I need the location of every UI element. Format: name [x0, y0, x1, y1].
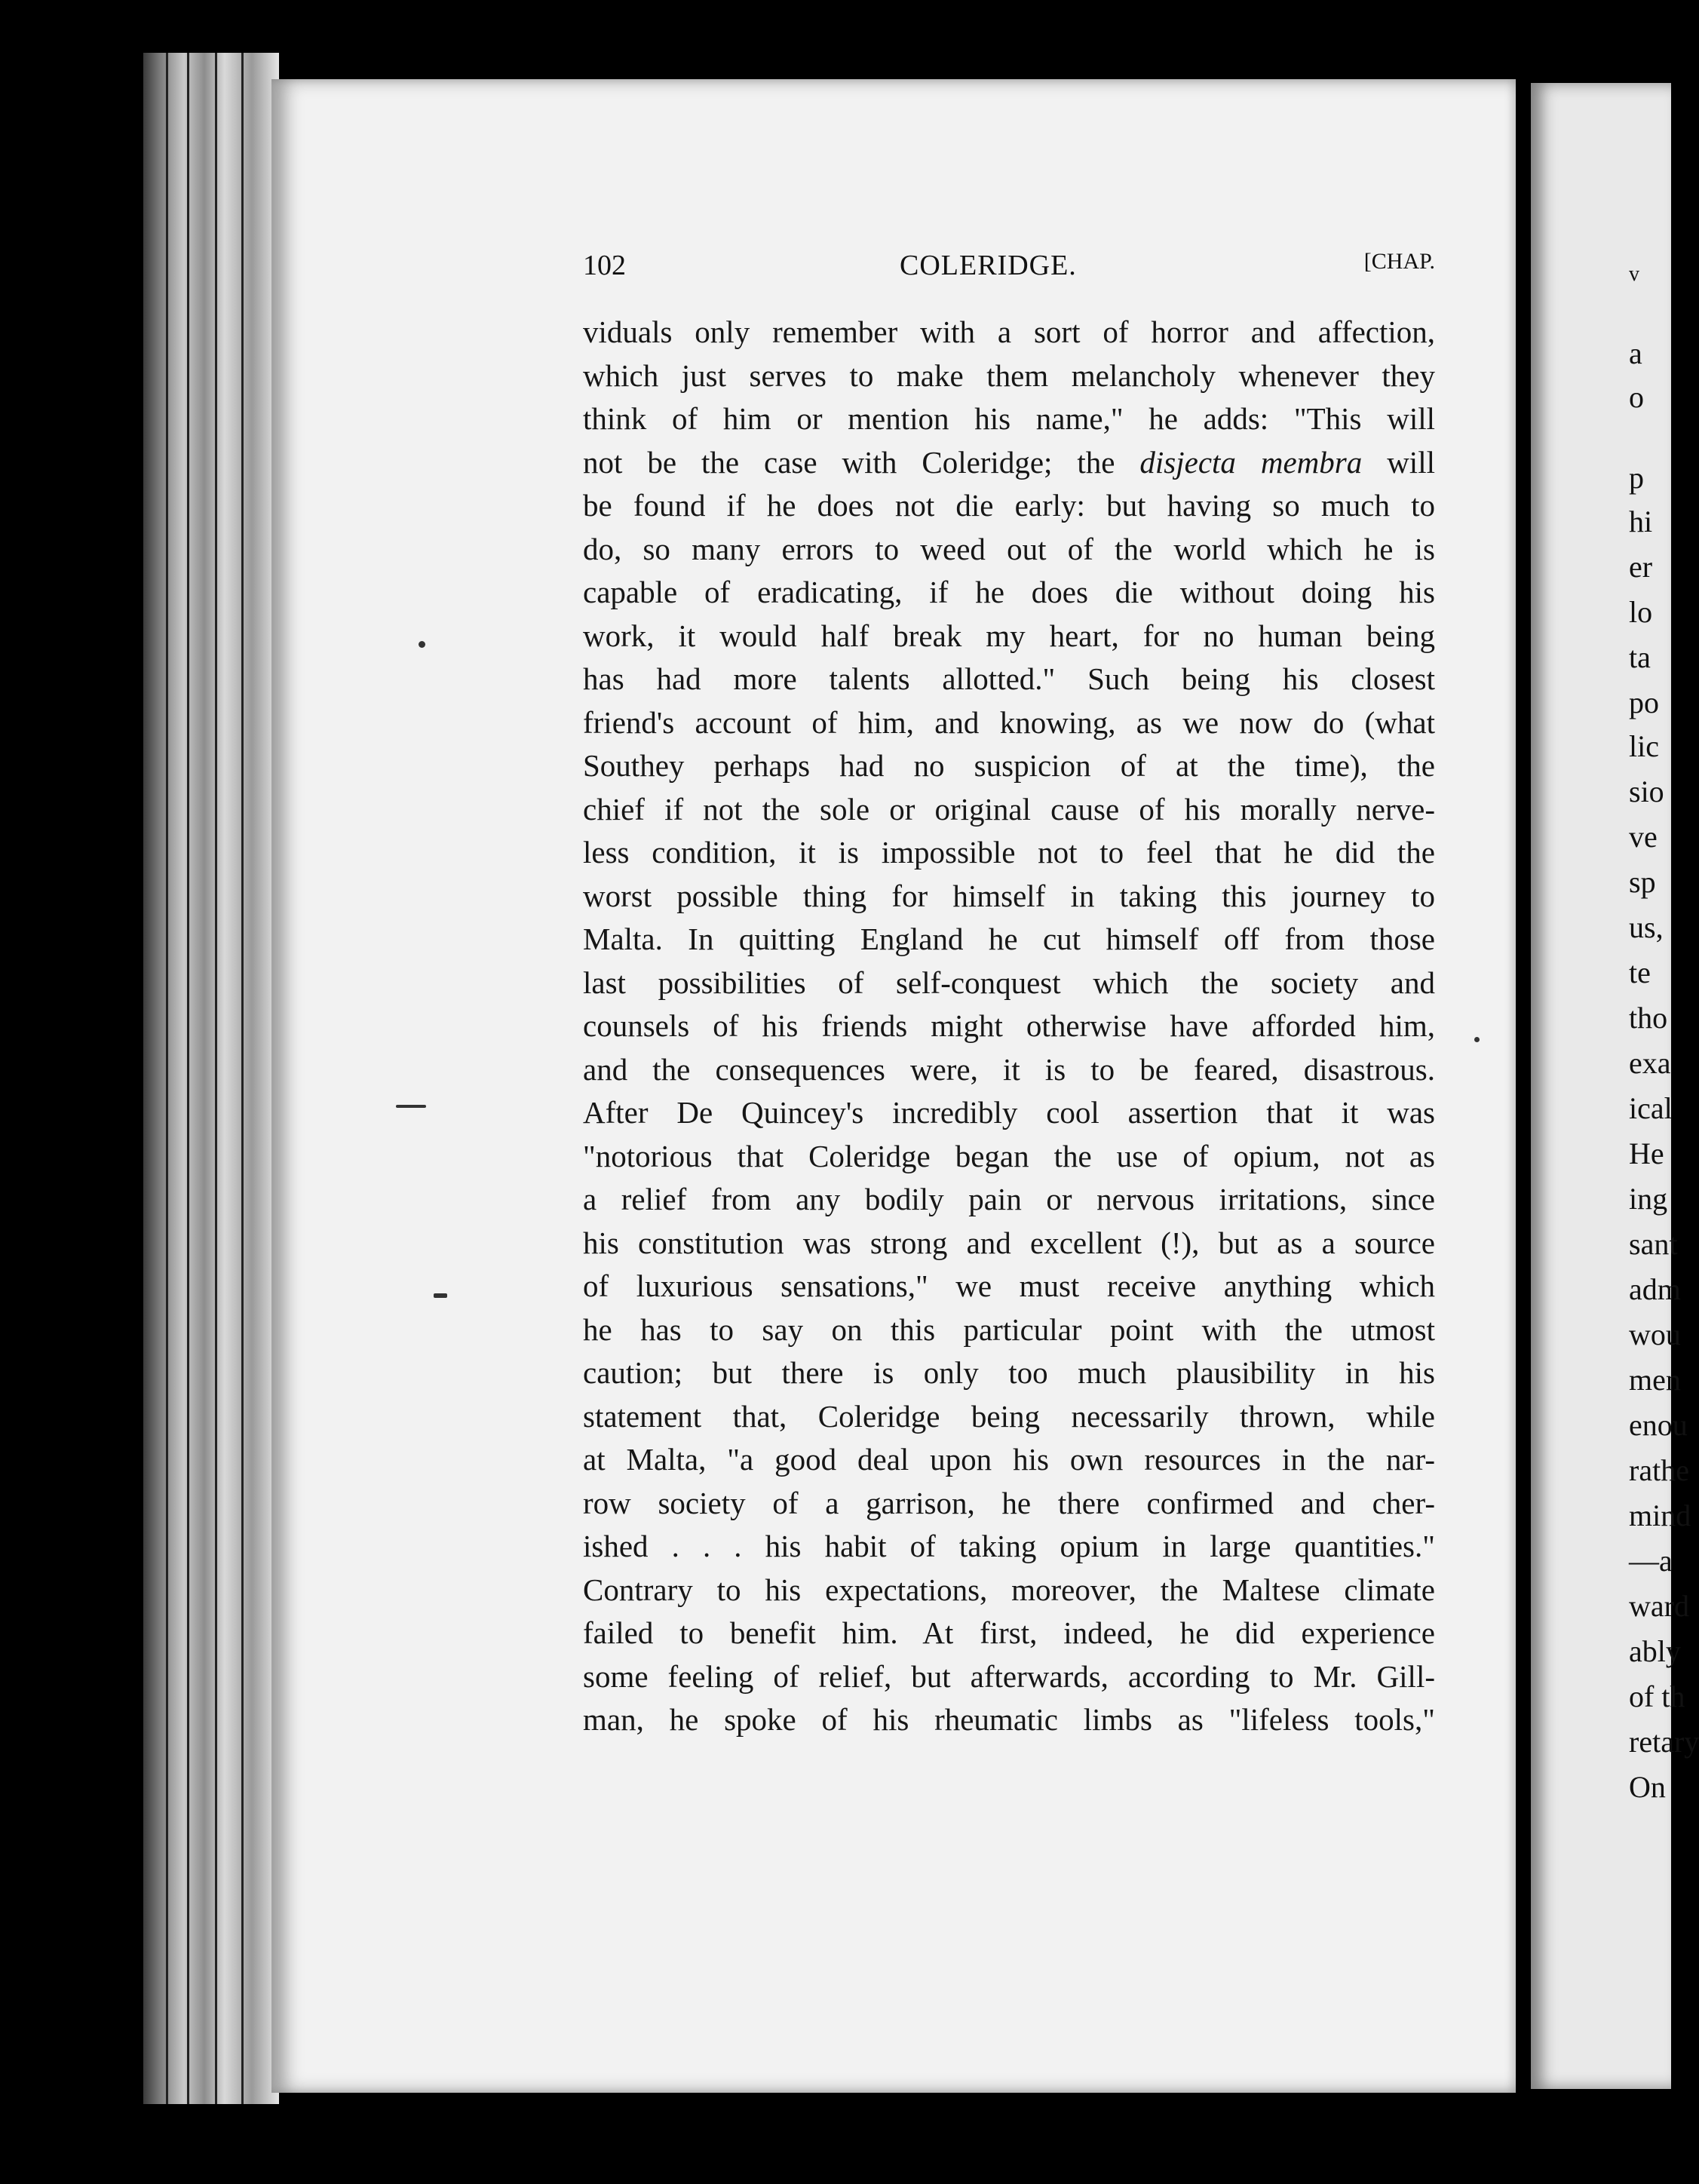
scan-mark	[396, 1105, 426, 1108]
text-line: less condition, it is impossible not to feel that he did the	[583, 835, 1435, 870]
text-line: Southey perhaps had no suspicion of at the time), the	[583, 748, 1435, 783]
text-line: row society of a garrison, he there confirmed and cher-	[583, 1485, 1435, 1520]
facing-page-fragment: He	[1629, 1136, 1664, 1170]
text-line: capable of eradicating, if he does die without doing his	[583, 575, 1435, 609]
scan-mark	[434, 1293, 447, 1298]
text-line: a relief from any bodily pain or nervous irritations, since	[583, 1182, 1435, 1216]
page-edge-line	[166, 53, 168, 2104]
facing-page-fragment: sp	[1629, 865, 1656, 899]
scan-speck	[1474, 1037, 1480, 1042]
facing-page-fragment: of th	[1629, 1679, 1685, 1713]
page-edge-line	[187, 53, 189, 2104]
italic-phrase: disjecta membra	[1139, 444, 1363, 480]
text-line: which just serves to make them melancholy whenever they	[583, 357, 1435, 393]
text-line: at Malta, "a good deal upon his own resources in the nar-	[583, 1442, 1435, 1477]
page-edge-line	[215, 53, 217, 2104]
text-line: Malta. In quitting England he cut himself off from those	[583, 922, 1435, 956]
page-number: 102	[583, 250, 626, 281]
facing-page-fragment: lic	[1629, 729, 1659, 763]
text-line: chief if not the sole or original cause of his morally nerve-	[583, 791, 1435, 827]
facing-page-fragment: a	[1629, 336, 1642, 370]
facing-page-fragment: o	[1629, 380, 1644, 414]
facing-page-fragment: men	[1629, 1363, 1681, 1397]
facing-page-fragment: p	[1629, 461, 1644, 495]
text-line: has had more talents allotted." Such being his closest	[583, 661, 1435, 696]
text-line: his constitution was strong and excellent (!), but as a source	[583, 1225, 1435, 1260]
facing-page-fragment: exa	[1629, 1046, 1671, 1080]
text-line: caution; but there is only too much plausibility in his	[583, 1355, 1435, 1390]
chapter-marker: [CHAP.	[1363, 249, 1435, 274]
text-line: statement that, Coleridge being necessarily thrown, while	[583, 1398, 1435, 1434]
text-line: not be the case with Coleridge; the disjecta membra will	[583, 444, 1435, 480]
facing-page-fragment: adm	[1629, 1272, 1681, 1306]
text-line: of luxurious sensations," we must receive anything which	[583, 1268, 1435, 1303]
running-header	[583, 249, 1435, 287]
scan-speck	[419, 641, 425, 648]
facing-page-fragment: ably	[1629, 1634, 1681, 1668]
facing-page-fragment: On	[1629, 1770, 1666, 1804]
text-line: failed to benefit him. At first, indeed, he did experience	[583, 1615, 1435, 1650]
text-line: counsels of his friends might otherwise have afforded him,	[583, 1008, 1435, 1043]
text-line: ished . . . his habit of taking opium in large quantities."	[583, 1529, 1435, 1563]
text-line: last possibilities of self-conquest which the society and	[583, 965, 1435, 1000]
facing-page-fragment: sio	[1629, 775, 1664, 808]
facing-page-fragment: lo	[1629, 595, 1653, 629]
facing-page-fragment: sant	[1629, 1227, 1678, 1261]
facing-page-fragment: tho	[1629, 1001, 1668, 1035]
facing-page-fragment: hi	[1629, 505, 1653, 538]
text-line: think of him or mention his name," he adds: "This will	[583, 401, 1435, 436]
facing-page-fragment: er	[1629, 550, 1653, 584]
facing-page-fragment: mind	[1629, 1498, 1691, 1532]
facing-page-fragment: wou	[1629, 1317, 1681, 1351]
facing-page-fragment: us,	[1629, 910, 1664, 944]
text-line: work, it would half break my heart, for no human being	[583, 618, 1435, 653]
facing-page-fragment: enou	[1629, 1408, 1688, 1442]
facing-page-fragment: po	[1629, 686, 1659, 719]
text-line: be found if he does not die early: but having so much to	[583, 488, 1435, 523]
facing-page-fragment: ical	[1629, 1091, 1673, 1125]
text-line: man, he spoke of his rheumatic limbs as "lifeless tools,"	[583, 1702, 1435, 1737]
running-title: COLERIDGE.	[900, 250, 1077, 281]
page-edge-line	[241, 53, 244, 2104]
facing-page-fragment: ta	[1629, 640, 1651, 674]
text-line: viduals only remember with a sort of horror and affection,	[583, 314, 1435, 349]
book-spine-left	[143, 53, 279, 2104]
text-line: After De Quincey's incredibly cool assertion that it was	[583, 1095, 1435, 1130]
facing-page-fragment: ward	[1629, 1589, 1689, 1623]
text-line: friend's account of him, and knowing, as we now do (what	[583, 704, 1435, 740]
text-line: worst possible thing for himself in taking this journey to	[583, 878, 1435, 913]
text-line: Contrary to his expectations, moreover, the Maltese climate	[583, 1572, 1435, 1607]
text-line: do, so many errors to weed out of the world which he is	[583, 531, 1435, 566]
text-line: "notorious that Coleridge began the use of opium, not as	[583, 1138, 1435, 1173]
body-text	[583, 311, 1435, 1742]
facing-page-fragment: rathe	[1629, 1453, 1689, 1487]
facing-page-fragment: retary	[1629, 1725, 1699, 1759]
facing-page-fragment: ve	[1629, 820, 1658, 854]
facing-page-fragment: v	[1629, 262, 1639, 286]
facing-page-fragment: te	[1629, 956, 1651, 989]
facing-page-fragment: ing	[1629, 1182, 1668, 1216]
text-line: some feeling of relief, but afterwards, according to Mr. Gill-	[583, 1658, 1435, 1694]
text-line: he has to say on this particular point with the utmost	[583, 1311, 1435, 1347]
facing-page-fragment: —a	[1629, 1544, 1673, 1578]
text-line: and the consequences were, it is to be feared, disastrous.	[583, 1051, 1435, 1087]
